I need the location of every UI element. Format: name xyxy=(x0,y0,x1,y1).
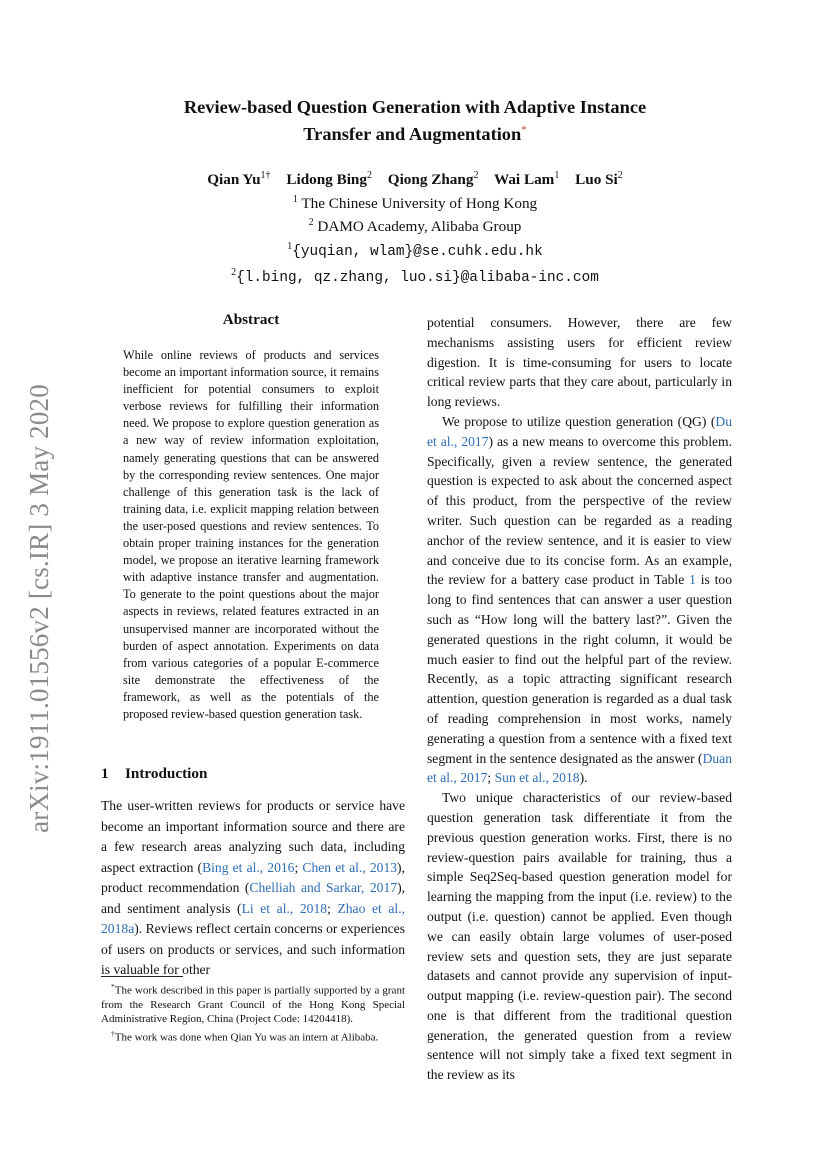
affiliation-text: DAMO Academy, Alibaba Group xyxy=(317,218,522,236)
section-heading xyxy=(101,765,401,783)
affiliation-mark: 1 xyxy=(292,193,298,205)
section-number: 1 xyxy=(101,765,109,782)
author-names xyxy=(120,166,710,190)
paragraph-text: We propose to utilize question generation (QG) ( xyxy=(442,413,716,429)
title-line-2-text: Transfer and Augmentation xyxy=(303,124,522,145)
author-mark: 2 xyxy=(366,170,372,181)
paragraph: Two unique characteristics of our review-based question generation task differentiate it from the previous question generation works. First, there is no review-question pairs available for training, thus a simple Seq2Seq-based question generation model for learning the mapping from the input (i.e. review) to the output (i.e. question) cannot be applied. Even though we can easily obtain large volumes of user-posed review sets and question sets, they are just separate datasets and cannot provide any supervision of input-output mapping (i.e. review-question pair). The second one is that different from the traditional question generation, the generated question from a review sentence will not simply take a fixed text segment in the review as its xyxy=(427,790,732,1083)
author xyxy=(207,171,270,188)
arxiv-identifier-text: arXiv:1911.01556v2 [cs.IR] 3 May 2020 xyxy=(23,383,54,833)
citation-link[interactable]: Chen et al., 2013 xyxy=(302,859,398,875)
citation-link[interactable]: Li et al., 2018 xyxy=(241,900,328,916)
email xyxy=(120,237,710,263)
citation-link[interactable]: Bing et al., 2016 xyxy=(202,859,295,875)
right-column xyxy=(427,313,732,1085)
author-name: Qian Yu xyxy=(207,171,261,189)
intro-paragraph xyxy=(101,796,405,981)
citation-link[interactable]: Chelliah and Sarkar, 2017 xyxy=(249,880,398,895)
author xyxy=(388,171,479,188)
arxiv-identifier xyxy=(18,372,60,844)
footnote xyxy=(101,980,405,1027)
author-mark: 2 xyxy=(473,170,479,181)
author-mark: 1† xyxy=(260,170,271,181)
author xyxy=(286,171,372,188)
paper-title xyxy=(120,96,710,146)
intro-text: The user-written reviews for products or service have become an important information source and there are a few research areas analyzing such data, including aspect extraction ( xyxy=(101,798,405,875)
intro-text: ). Reviews reflect certain concerns or experiences of users on products or services, and such information is valuable for other xyxy=(101,921,405,977)
email-text[interactable]: {yuqian, wlam}@se.cuhk.edu.hk xyxy=(292,244,543,261)
paragraph-text: ). xyxy=(579,770,588,786)
citation-link[interactable]: Duan et al., 2017 xyxy=(427,750,733,786)
author xyxy=(575,171,623,188)
paragraph-text: ) as a new means to overcome this problem. Specifically, given a review sentence, the generated question is expected to ask about the concerned aspect of this product, from the perspective of the review writer. Such question can be regarded as a reading anchor of the review sentence, and it is easier to view and conceive due to its concise form. As an example, the review for a battery case product in Table xyxy=(427,433,732,588)
footnote-mark: † xyxy=(111,1028,115,1038)
paragraph xyxy=(427,412,732,788)
author xyxy=(494,171,559,188)
email-text[interactable]: {l.bing, qz.zhang, luo.si}@alibaba-inc.com xyxy=(236,269,599,286)
title-line-2 xyxy=(120,119,710,146)
author-name: Qiong Zhang xyxy=(387,171,474,189)
abstract-heading: Abstract xyxy=(222,311,280,328)
author-name: Wai Lam xyxy=(493,171,555,189)
author-name: Luo Si xyxy=(575,171,618,189)
footnote-text: The work described in this paper is partially supported by a grant from the Research Grant Council of the Hong Kong Special Administrative Region, China (Project Code: 14204418). xyxy=(101,984,405,1026)
paragraph: potential consumers. However, there are few mechanisms assisting users for efficient review digestion. It is time-consuming for users to locate critical review parts that they care about, particularly in long reviews. xyxy=(427,315,732,410)
citation-link[interactable]: Du et al., 2017 xyxy=(427,413,732,449)
footnote-text: The work was done when Qian Yu was an intern at Alibaba. xyxy=(114,1031,379,1044)
table-reference-link[interactable]: 1 xyxy=(689,572,696,588)
affiliation-text: The Chinese University of Hong Kong xyxy=(301,194,538,212)
affiliation xyxy=(120,190,710,214)
title-line-1: Review-based Question Generation with Adaptive Instance xyxy=(183,97,647,117)
paragraph-text: is too long to find sentences that can answer a user question such as “How long will the battery last?”. Given the generated questions in the right column, it would be much easier to find out the helpful part of the review. Recently, as a topic attracting significant research attention, question generation is regarded as a dual task of reading comprehension in most works, namely generating a question from a sentence with a fixed text segment in the sentence designated as the answer ( xyxy=(427,572,733,766)
intro-text: ; xyxy=(327,900,338,916)
intro-text: ), product recommendation ( xyxy=(101,859,405,895)
paragraph-text: ; xyxy=(487,770,495,786)
intro-text: ), and sentiment analysis ( xyxy=(101,880,405,916)
affiliation xyxy=(120,213,710,237)
author-block xyxy=(120,166,710,288)
author-mark: 2 xyxy=(617,170,623,181)
affiliation-mark: 2 xyxy=(308,217,314,229)
footnotes xyxy=(101,980,405,1045)
abstract-body: While online reviews of products and services become an important information source, it remains inefficient for potential consumers to exploit verbose reviews for fulfilling their information need. We propose to explore question generation as a new way of review information exploitation, namely generating questions that can be answered by the corresponding review sentences. One major challenge of this generation task is the lack of training data, i.e. explicit mapping relation between the user-posed questions and review sentences. To obtain proper training instances for the generation model, we propose an iterative learning framework with adaptive instance transfer and augmentation. To generate to the point questions about the major aspects in reviews, related features extracted in an unsupervised manner are incorporated without the burden of aspect annotation. Experiments on data from various categories of a popular E-commerce site demonstrate the effectiveness of the framework, as well as the potentials of the proposed review-based question generation task. xyxy=(123,348,379,721)
footnote-divider xyxy=(101,976,183,977)
email xyxy=(120,263,710,289)
section-title: Introduction xyxy=(125,765,208,782)
citation-link[interactable]: Zhao et al., 2018a xyxy=(101,900,405,936)
citation-link[interactable]: Sun et al., 2018 xyxy=(494,770,580,786)
title-footnote-mark[interactable]: * xyxy=(521,124,527,136)
author-mark: 1 xyxy=(554,170,560,181)
email-mark: 1 xyxy=(287,240,293,252)
author-name: Lidong Bing xyxy=(286,171,367,189)
footnote xyxy=(101,1027,405,1045)
footnote-mark: * xyxy=(111,982,115,991)
email-mark: 2 xyxy=(231,266,237,278)
intro-text: ; xyxy=(294,859,303,875)
